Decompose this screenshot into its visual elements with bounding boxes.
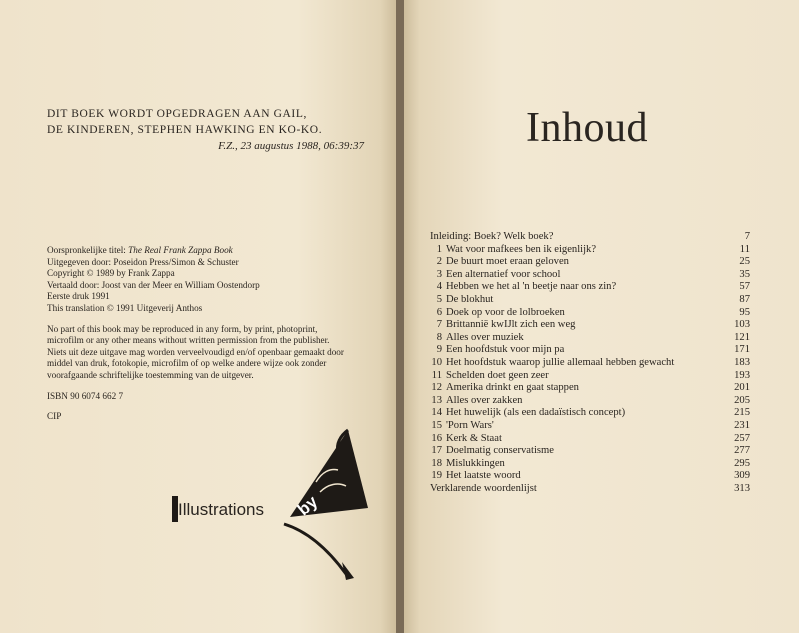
toc-page-number: 183 <box>734 356 750 368</box>
dedication-line: DIT BOEK WORDT OPGEDRAGEN AAN GAIL, <box>47 108 307 120</box>
toc-chapter-title: Verklarende woordenlijst <box>430 482 537 494</box>
toc-chapter-title: Schelden doet geen zeer <box>446 369 549 381</box>
toc-page-number: 295 <box>734 457 750 469</box>
toc-chapter-title: Amerika drinkt en gaat stappen <box>446 382 579 394</box>
toc-page-number: 103 <box>734 319 750 331</box>
colophon-edition: Eerste druk 1991 <box>47 291 110 302</box>
toc-chapter-number: 17 <box>431 445 442 457</box>
table-of-contents <box>430 231 750 495</box>
toc-page-number: 215 <box>734 407 750 419</box>
toc-entry <box>430 294 750 307</box>
toc-entry <box>430 344 750 357</box>
signature-date: F.Z., 23 augustus 1988, 06:39:37 <box>218 140 364 152</box>
toc-chapter-title: Het huwelijk (als een dadaïstisch concept) <box>446 407 626 419</box>
toc-chapter-number: 15 <box>431 419 442 431</box>
toc-chapter-title: De blokhut <box>446 293 494 305</box>
toc-chapter-title: Doelmatig conservatisme <box>446 445 554 457</box>
toc-chapter-title: Mislukkingen <box>446 457 505 469</box>
toc-chapter-number: 9 <box>436 344 442 356</box>
toc-chapter-number: 14 <box>431 407 442 419</box>
illustrations-word: Illustrations <box>178 500 264 519</box>
dedication <box>47 106 322 138</box>
toc-page-number: 7 <box>744 231 750 242</box>
toc-page-number: 57 <box>739 281 750 293</box>
toc-chapter-number: 13 <box>431 394 442 406</box>
toc-chapter-title: Inleiding: Boek? Welk boek? <box>430 231 554 242</box>
toc-entry <box>430 483 750 496</box>
toc-chapter-number: 12 <box>431 382 442 394</box>
toc-chapter-number: 8 <box>436 331 442 343</box>
toc-page-number: 205 <box>734 394 750 406</box>
toc-entry <box>430 244 750 257</box>
toc-page-number: 193 <box>734 369 750 381</box>
toc-chapter-title: Alles over muziek <box>446 331 524 343</box>
toc-entry <box>430 420 750 433</box>
colophon-copyright: Copyright © 1989 by Frank Zappa <box>47 268 175 279</box>
book-gutter <box>396 0 404 633</box>
cip: CIP <box>47 411 62 422</box>
toc-chapter-title: Een hoofdstuk voor mijn pa <box>446 344 565 356</box>
toc-chapter-number: 16 <box>431 432 442 444</box>
toc-entry <box>430 357 750 370</box>
toc-entry <box>430 370 750 383</box>
colophon-original-title: Oorspronkelijke titel: The Real Frank Zappa Book <box>47 245 233 255</box>
toc-entry <box>430 307 750 320</box>
toc-page-number: 257 <box>734 432 750 444</box>
toc-chapter-title: Het laatste woord <box>446 470 521 482</box>
toc-entry <box>430 395 750 408</box>
toc-entry <box>430 281 750 294</box>
toc-chapter-title: Doek op voor de lolbroeken <box>446 306 565 318</box>
rights-english-line: No part of this book may be reproduced in any form, by print, photoprint, <box>47 323 318 334</box>
colophon-translation-copyright: This translation © 1991 Uitgeverij Anthos <box>47 302 203 313</box>
toc-chapter-title: Brittannië kwIJlt zich een weg <box>446 319 576 331</box>
toc-page-number: 201 <box>734 382 750 394</box>
toc-entry <box>430 382 750 395</box>
toc-chapter-number: 19 <box>431 470 442 482</box>
toc-page-number: 309 <box>734 470 750 482</box>
toc-title: Inhoud <box>526 105 648 151</box>
rights-english-line: microfilm or any other means without written permission from the publisher. <box>47 335 330 346</box>
toc-chapter-title: 'Porn Wars' <box>446 419 494 431</box>
left-page <box>0 0 396 633</box>
isbn: ISBN 90 6074 662 7 <box>47 390 124 401</box>
toc-chapter-title: Een alternatief voor school <box>446 268 561 280</box>
toc-page-number: 121 <box>734 331 750 343</box>
toc-page-number: 313 <box>734 482 750 494</box>
toc-chapter-number: 2 <box>436 256 442 268</box>
quill-flag-icon <box>170 412 370 582</box>
toc-entry <box>430 256 750 269</box>
toc-entry <box>430 433 750 446</box>
toc-page-number: 231 <box>734 419 750 431</box>
toc-chapter-number: 18 <box>431 457 442 469</box>
toc-entry <box>430 407 750 420</box>
toc-page-number: 11 <box>739 243 750 255</box>
colophon-translators: Vertaald door: Joost van der Meer en William Oostendorp <box>47 279 260 290</box>
toc-chapter-title: Hebben we het al 'n beetje naar ons zin? <box>446 281 617 293</box>
toc-chapter-number: 3 <box>436 268 442 280</box>
toc-chapter-number: 6 <box>436 306 442 318</box>
toc-chapter-number: 1 <box>436 243 442 255</box>
toc-entry <box>430 470 750 483</box>
toc-page-number: 35 <box>739 268 750 280</box>
toc-chapter-title: Kerk & Staat <box>446 432 502 444</box>
toc-entry <box>430 458 750 471</box>
rights-dutch-line: middel van druk, fotokopie, microfilm of op welke andere wijze ook zonder <box>47 358 327 369</box>
rights-dutch-line: Niets uit deze uitgave mag worden verveelvoudigd en/of openbaar gemaakt door <box>47 346 344 357</box>
toc-chapter-number: 7 <box>436 319 442 331</box>
toc-chapter-number: 11 <box>431 369 442 381</box>
toc-chapter-title: Wat voor mafkees ben ik eigenlijk? <box>446 243 597 255</box>
toc-entry <box>430 319 750 332</box>
toc-chapter-title: Het hoofdstuk waarop jullie allemaal hebben gewacht <box>446 356 675 368</box>
toc-page-number: 277 <box>734 445 750 457</box>
toc-page-number: 171 <box>734 344 750 356</box>
toc-entry <box>430 332 750 345</box>
toc-page-number: 25 <box>739 256 750 268</box>
toc-chapter-number: 4 <box>436 281 442 293</box>
toc-chapter-title: Alles over zakken <box>446 394 523 406</box>
illustrations-by-logo <box>170 412 370 582</box>
by-word: by <box>293 491 322 520</box>
toc-page-number: 95 <box>739 306 750 318</box>
toc-chapter-title: De buurt moet eraan geloven <box>446 256 569 268</box>
rights-dutch-line: voorafgaande schriftelijke toestemming van de uitgever. <box>47 369 254 380</box>
dedication-line: DE KINDEREN, STEPHEN HAWKING EN KO-KO. <box>47 124 323 136</box>
colophon-publisher: Uitgegeven door: Poseidon Press/Simon & Schuster <box>47 256 239 267</box>
toc-page-number: 87 <box>739 293 750 305</box>
toc-entry <box>430 269 750 282</box>
colophon <box>47 245 377 423</box>
toc-chapter-number: 5 <box>436 293 442 305</box>
toc-entry <box>430 445 750 458</box>
toc-entry <box>430 231 750 244</box>
toc-chapter-number: 10 <box>431 356 442 368</box>
